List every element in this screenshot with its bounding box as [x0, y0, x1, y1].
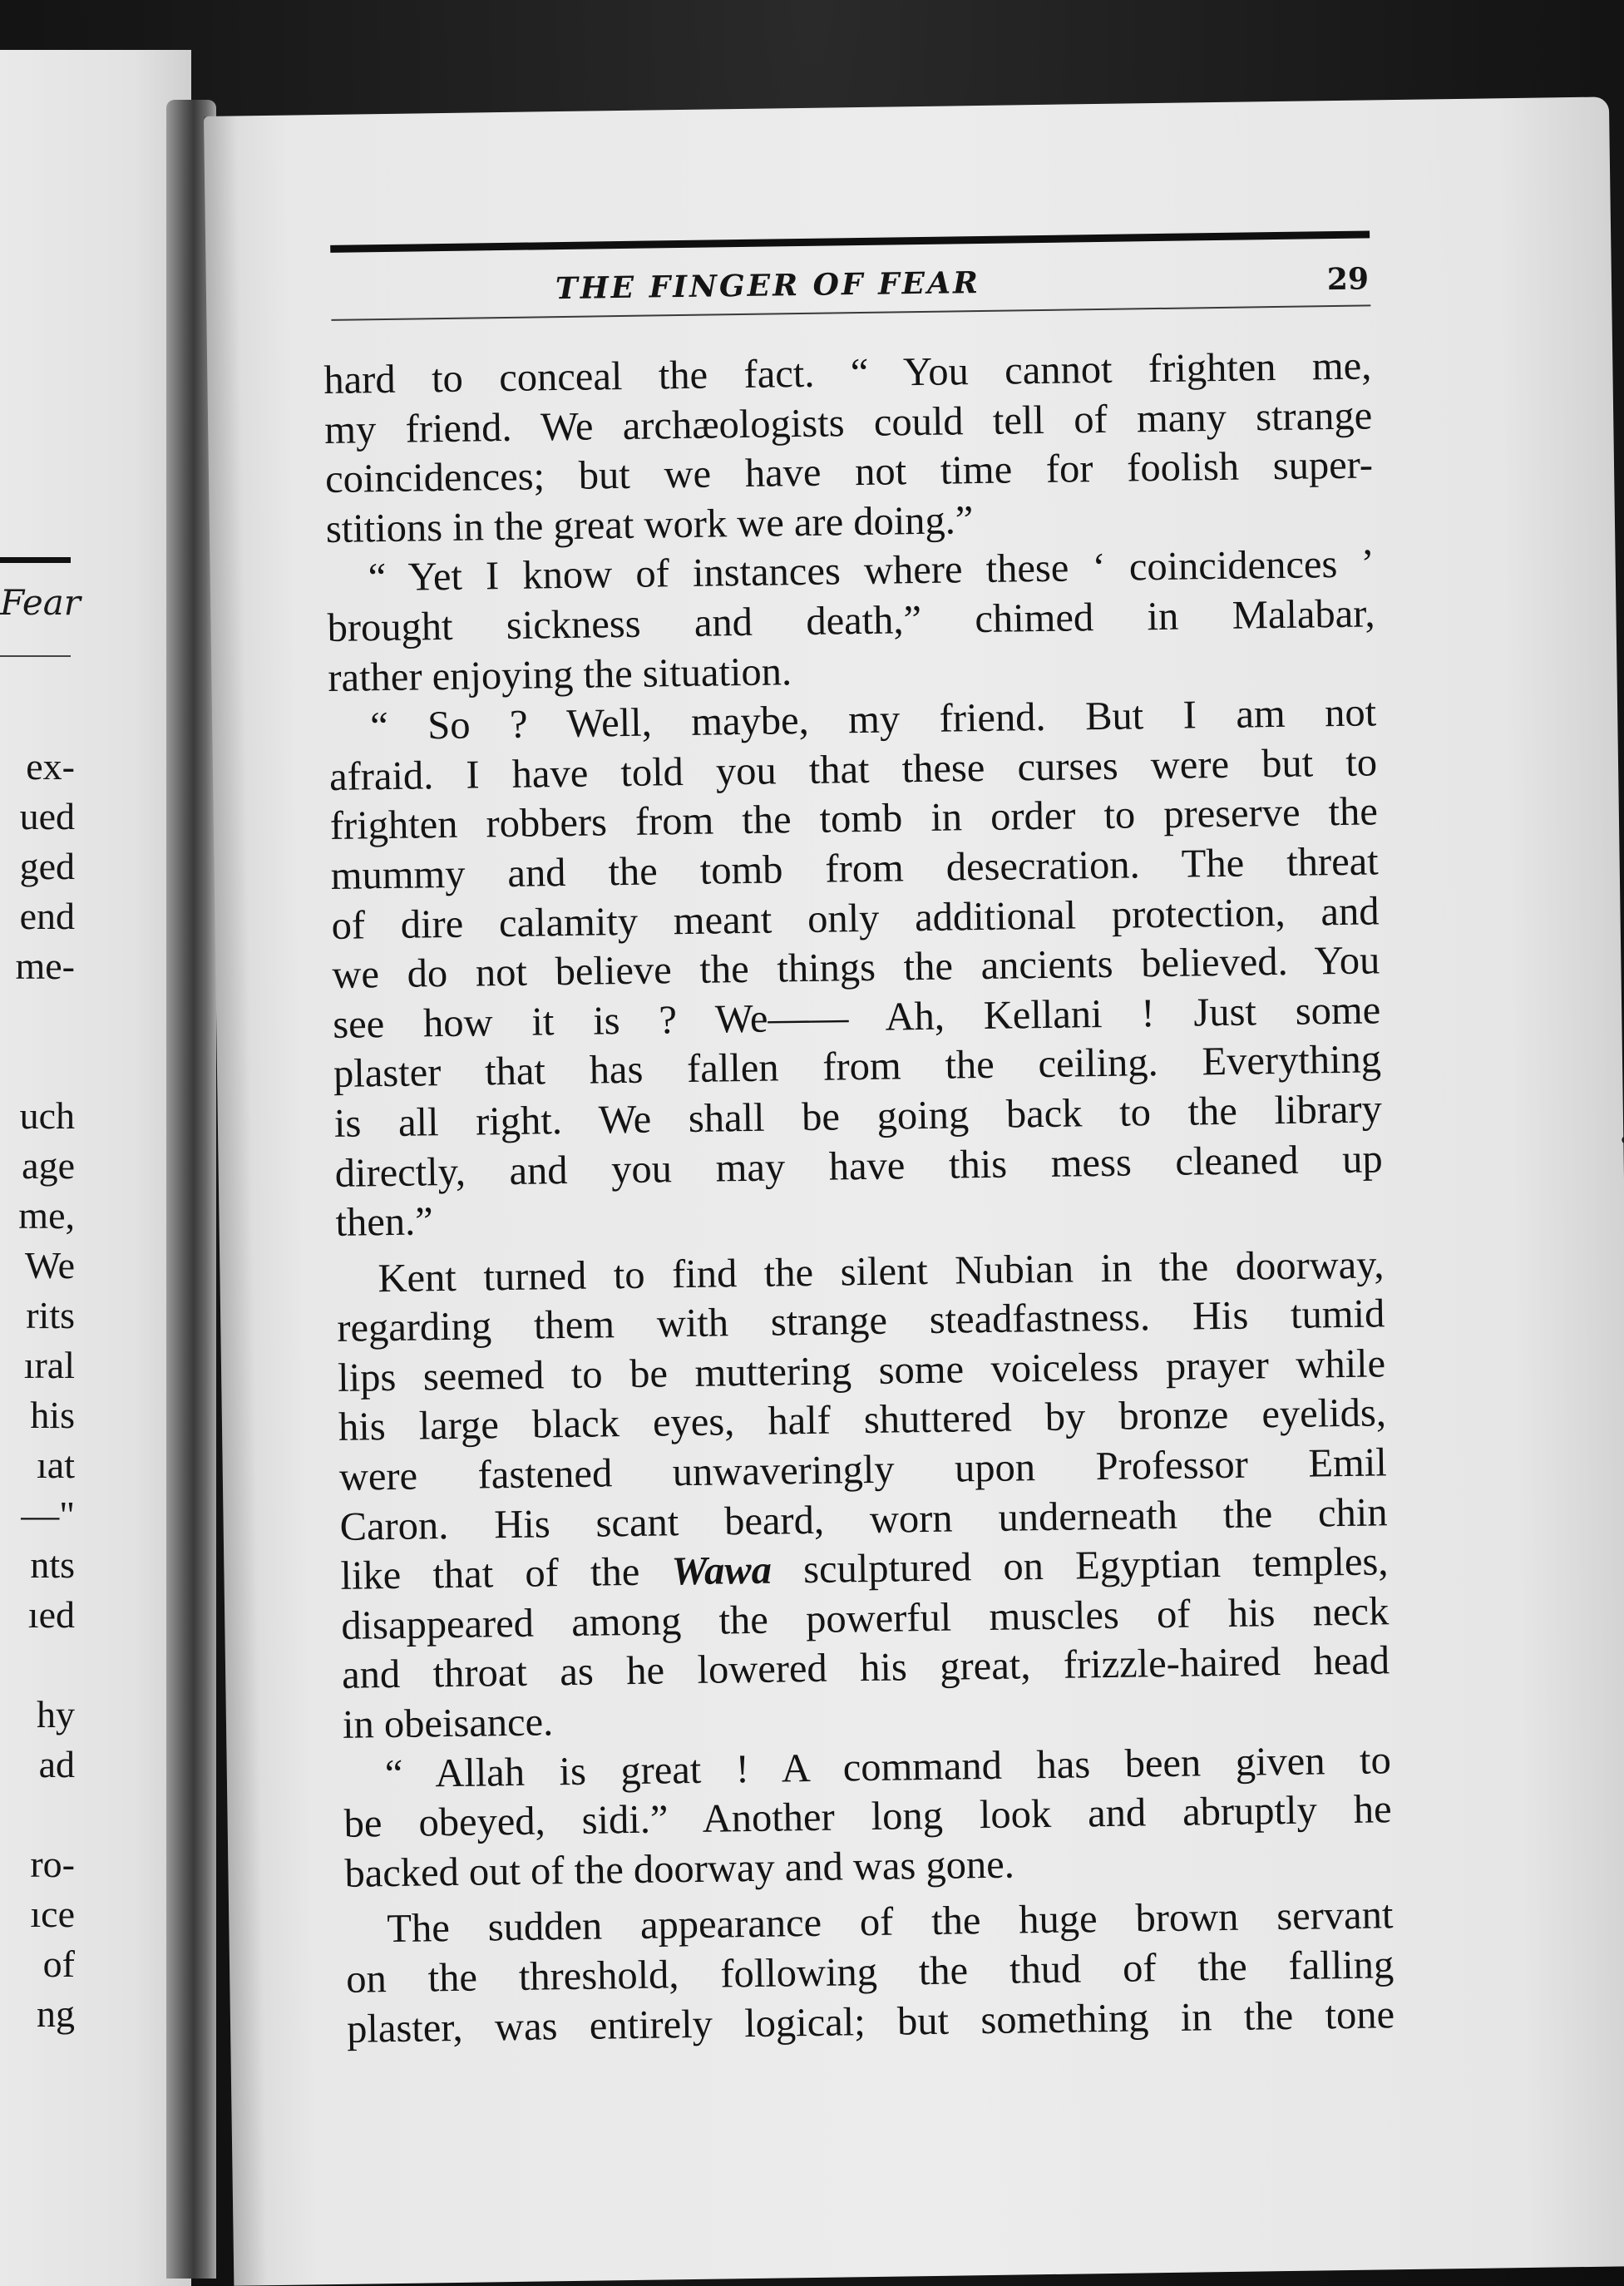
left-text-fragment: end	[19, 895, 75, 937]
left-text-fragment: of	[42, 1943, 75, 1985]
facing-page-left	[0, 50, 191, 2286]
page-number: 29	[1326, 261, 1370, 298]
left-text-fragment: ıce	[30, 1893, 75, 1935]
left-text-fragment: ged	[19, 845, 75, 887]
header-rule-bottom	[331, 304, 1370, 320]
text-line: regarding them with strange steadfastness. His tumid	[336, 1291, 1385, 1351]
text-line: “ Yet I know of instances where these ‘ coincidences ’	[368, 541, 1375, 600]
text-line: and throat as he lowered his great, frizzle-haired head	[341, 1638, 1390, 1698]
text-line: in obeisance.	[342, 1700, 554, 1747]
text-line: coincidences; but we have not time for foolish super-	[324, 442, 1374, 502]
text-line: hard to conceal the fact. “ You cannot frighten me,	[323, 343, 1372, 403]
book-page	[204, 96, 1624, 2285]
text-line: directly, and you may have this mess cleaned up	[334, 1136, 1384, 1196]
left-text-fragment: ng	[37, 1992, 75, 2035]
text-line: brought sickness and death,” chimed in Malabar,	[327, 591, 1375, 650]
text-line: my friend. We archæologists could tell of many strange	[323, 393, 1373, 452]
left-text-fragment: ıat	[37, 1444, 75, 1486]
left-text-fragment: ad	[38, 1743, 75, 1785]
text-line: like that of the Wawa sculptured on Egyptian temples,	[340, 1539, 1389, 1599]
left-text-fragment: —"	[21, 1494, 75, 1536]
text-line: stitions in the great work we are doing.”	[325, 497, 974, 551]
left-text-fragment: nts	[30, 1543, 75, 1586]
left-text-fragment: his	[30, 1394, 75, 1436]
left-text-fragment: ex-	[26, 745, 75, 788]
text-line: be obeyed, sidi.” Another long look and abruptly he	[343, 1787, 1392, 1847]
left-text-fragment: hy	[37, 1693, 75, 1735]
left-page-text-fragments	[0, 50, 191, 2286]
left-text-fragment: ro-	[30, 1843, 75, 1885]
text-line: see how it is ? We—— Ah, Kellani ! Just some	[332, 988, 1381, 1047]
text-line: is all right. We shall be going back to the library	[333, 1087, 1383, 1146]
left-running-head-fragment: Fear	[0, 582, 81, 623]
italic-word: Wawa	[671, 1548, 773, 1594]
text-line: were fastened unwaveringly upon Professor Emil	[338, 1440, 1388, 1499]
left-text-fragment: ued	[19, 795, 75, 837]
left-text-fragment: age	[22, 1144, 75, 1187]
text-line: “ Allah is great ! A command has been given to	[384, 1737, 1392, 1796]
text-line: Caron. His scant beard, worn underneath the chin	[339, 1489, 1388, 1549]
text-line: frighten robbers from the tomb in order to preserve the	[329, 789, 1379, 849]
text-line: of dire calamity meant only additional protection, and	[331, 888, 1380, 948]
text-line: his large black eyes, half shuttered by bronze eyelids,	[338, 1390, 1387, 1450]
text-line: Kent turned to find the silent Nubian in the doorway,	[378, 1242, 1385, 1301]
text-line: mummy and the tomb from desecration. The threat	[330, 839, 1380, 898]
text-line: afraid. I have told you that these curses were but to	[328, 740, 1378, 799]
left-text-fragment: me-	[15, 945, 75, 987]
left-text-fragment: rits	[26, 1294, 75, 1336]
header-rule-top	[330, 230, 1370, 252]
text-line: we do not believe the things the ancients believed. You	[332, 938, 1380, 998]
text-line: plaster that has fallen from the ceiling. Everything	[333, 1037, 1382, 1097]
text-line: “ So ? Well, maybe, my friend. But I am not	[369, 690, 1377, 749]
running-head: THE FINGER OF FEAR	[555, 264, 981, 307]
text-line: plaster, was entirely logical; but something in the tone	[346, 1992, 1395, 2051]
text-line: disappeared among the powerful muscles of his neck	[340, 1589, 1390, 1648]
text-line: rather enjoying the situation.	[328, 649, 792, 700]
left-text-fragment: uch	[19, 1094, 75, 1137]
body-text	[323, 341, 1394, 2054]
text-line: lips seemed to be muttering some voiceless prayer while	[337, 1341, 1386, 1400]
text-line: on the threshold, following the thud of the falling	[345, 1943, 1394, 2002]
left-text-fragment: ıral	[23, 1344, 75, 1386]
left-text-fragment: me,	[18, 1194, 75, 1237]
text-line: then.”	[335, 1199, 434, 1246]
text-line: backed out of the doorway and was gone.	[344, 1842, 1015, 1896]
left-text-fragment: We	[24, 1244, 75, 1286]
text-line: The sudden appearance of the huge brown servant	[387, 1893, 1394, 1952]
left-text-fragment: ıed	[27, 1593, 75, 1636]
